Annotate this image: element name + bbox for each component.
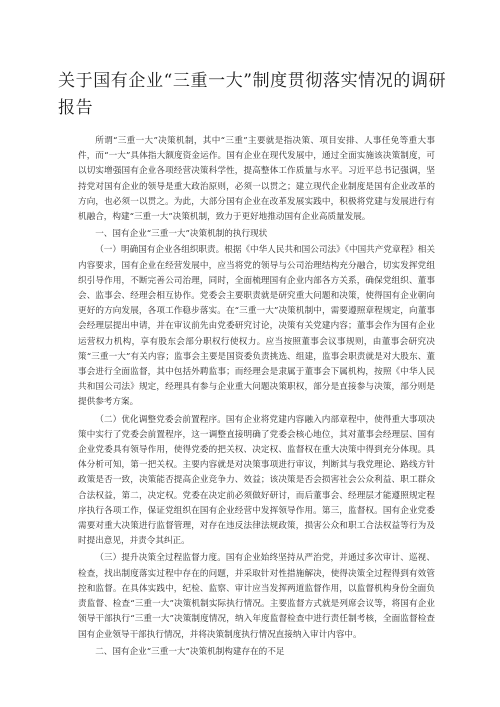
section-heading-2: 二、国有企业“三重一大”决策机制构建存在的不足 (95, 646, 285, 657)
body-paragraph-1: （一）明确国有企业各组织职责。根据《中华人民共和国公司法》《中国共产党章程》相关内容要求，国有企业在经营发展中，应当将党的领导与公司治理结构充分融合，切实发挥党组织引导作用，不断完善公司治理，同时，全面梳理国有企业内部各方关系，确保党组织、董事会、监事会、经理会相互协作。党委会主要职责就是研究重大问题和决策，使得国有企业朝向更好的方向发展，各项工作稳步落实。在“三重一大”决策机制中，需要遵照章程规定，向董事会经理层提出申请，并在审议前先由党委研究讨论，决策有关党建内容；董事会作为国有企业运营权力机构，享有股东会部分职权行使权力。应当按照董事会议事规则，由董事会研究决策“三重一大”有关内容；监事会主要是国资委负责挑选、组建，监事会职责就是对大股东、董事会进行全面监督，其中包括外聘监事；而经理会是隶属于董事会下属机构，按照《中华人民共和国公司法》规定，经理具有参与企业重大问题决策职权，部分是直接参与决策，部分则是提供参考方案。 (78, 245, 435, 408)
section-heading-1: 一、国有企业“三重一大”决策机制的执行现状 (95, 229, 268, 240)
body-paragraph-2: （二）优化调整党委会前置程序。国有企业将党建内容融入内部章程中，使得重大事项决策中实行了党委会前置程序，这一调整直接明确了党委会核心地位，其对董事会经理层、国有企业党委具有领导作用，使得党委的把关权、决定权、监督权在重大决策中得到充分体现。具体分析可知，第一把关权。主要内容就是对决策事项进行审议，判断其与我党理论、路线方针政策是否一致，决策能否提高企业竞争力、效益；该决策是否会损害社会公众利益、职工群众合法权益，第二，决定权。党委在决定前必须做好研讨，而后董事会、经理层才能遵照规定程序执行各项工作，保证党组织在国有企业经营中发挥领导作用。第三，监督权。国有企业党委需要对重大决策进行监督管理，对存在违反法律法规政策，损害公众和职工合法权益等行为及时提出意见，并责令其纠正。 (78, 414, 435, 547)
intro-paragraph: 所谓“三重一大”决策机制，其中“三重”主要就是指决策、项目安排、人事任免等重大事件，而“一大”具体指大额度资金运作。国有企业在现代发展中，通过全面实施该决策制度，可以切实增强国有企业各项经营决策科学性，提高整体工作质量与水平。习近平总书记强调，坚持党对国有企业的领导是重大政治原则，必须一以贯之；建立现代企业制度是国有企业改革的方向，也必须一以贯之。为此，大部分国有企业在改革发展实践中，积极将党建与发展进行有机融合，构建“三重一大”决策机制，致力于更好地推动国有企业高质量发展。 (78, 136, 435, 223)
document-body (78, 134, 435, 661)
body-paragraph-3: （三）提升决策全过程监督力度。国有企业始终坚持从严治党，并通过多次审计、巡视、检查，找出制度落实过程中存在的问题，并采取针对性措施解决，使得决策全过程得到有效管控和监督。在具体实践中，纪检、监察、审计应当发挥两道监督作用，以监督机构身份全面负责监督、检查“三重一大”决策机制实际执行情况。主要监督方式就是列席会议等，将国有企业领导干部执行“三重一大”决策制度情况，纳入年度监督检查中进行责任制考核，全面监督检查国有企业领导干部执行情况，并将决策制度执行情况直接纳入审计内容中。 (78, 553, 435, 640)
document-title: 关于国有企业“三重一大”制度贯彻落实情况的调研报告 (58, 71, 447, 118)
